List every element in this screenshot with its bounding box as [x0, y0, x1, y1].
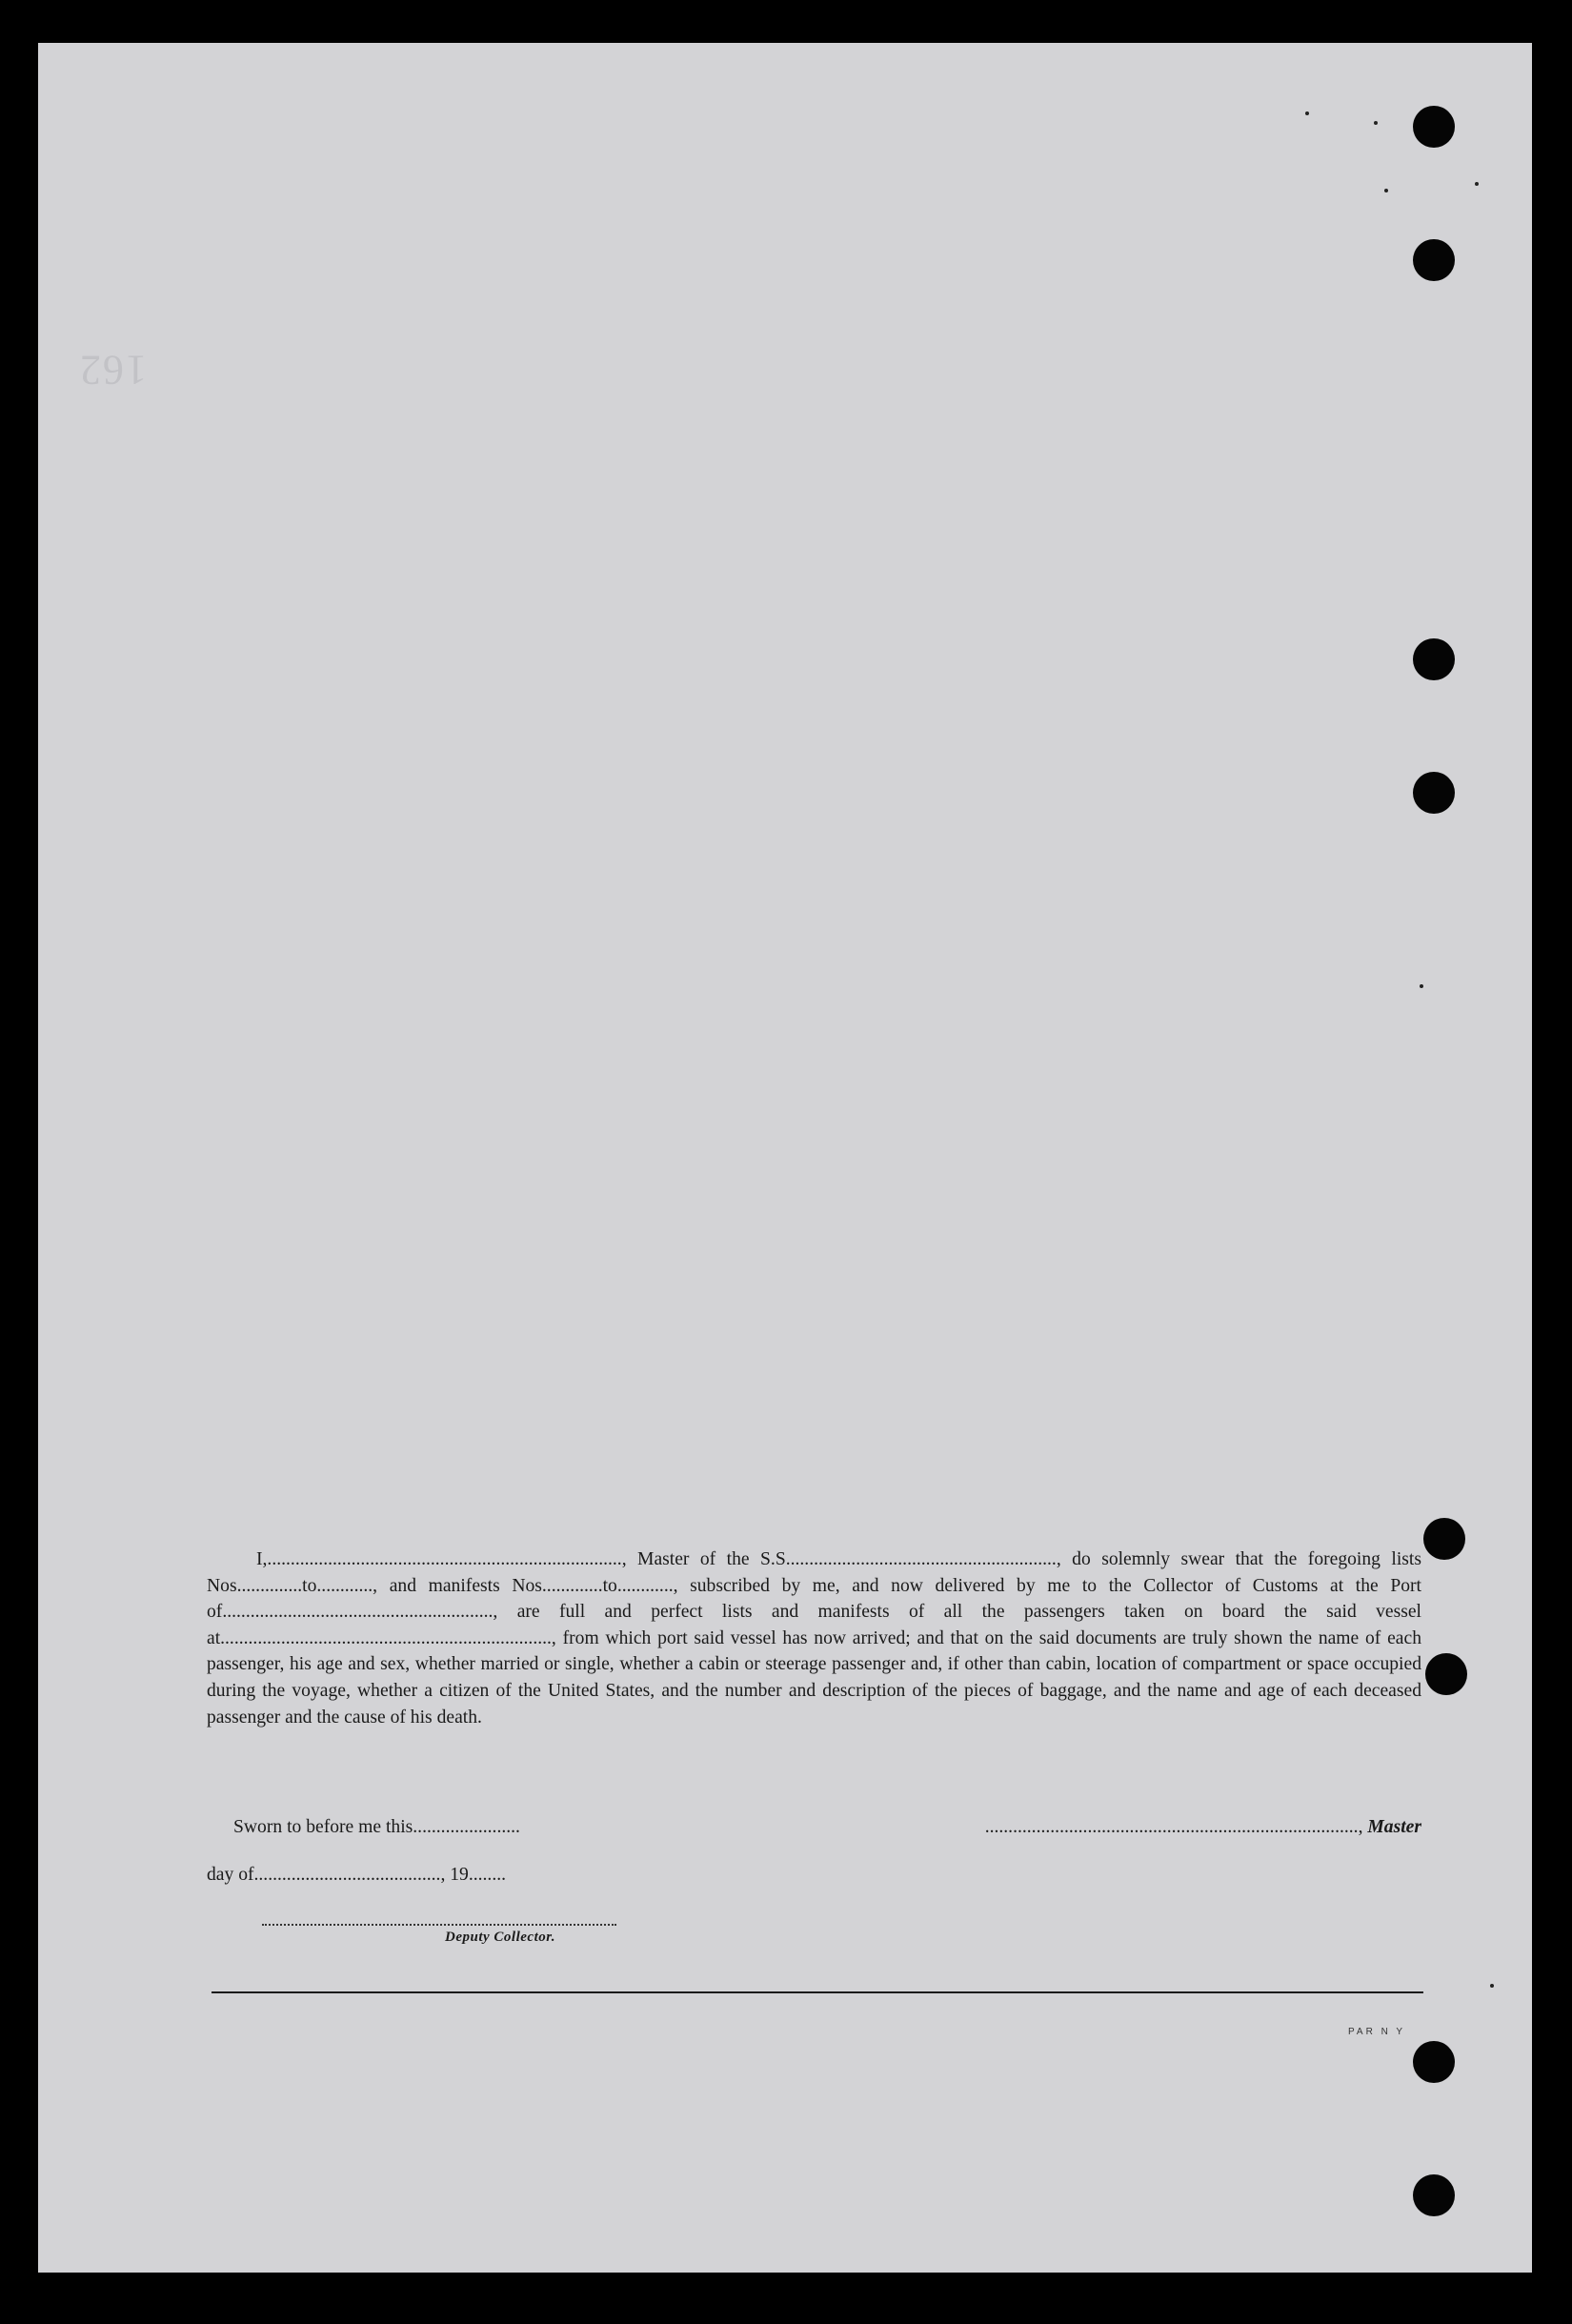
- bleed-through-page-number: 162: [78, 347, 147, 394]
- sworn-line: Sworn to before me this.......................: [233, 1817, 520, 1837]
- master-signature-line: [929, 1813, 1421, 1842]
- oath-text: I,............................................................................, Master of the S.S.........................................................., do solemnly swear that the foregoing lists Nos..............to............, and manifests Nos.............to............, subscribed by me, and now delivered by me to the Collector of Customs at the Port of.........................................................., are full and perfect lists and manifests of all the passengers taken on board the said vessel at......................................................................., from which port said vessel has now arrived; and that on the said documents are truly shown the name of each passenger, his age and sex, whether married or single, whether a cabin or steerage passenger and, if other than cabin, location of compartment or space occupied during the voyage, whether a citizen of the United States, and the number and description of the pieces of baggage, and the name and age of each deceased passenger and the cause of his death.: [207, 1549, 1421, 1728]
- speck: [1384, 189, 1388, 192]
- master-dots: ................................................................................,: [984, 1817, 1363, 1837]
- punch-hole: [1425, 1653, 1467, 1695]
- speck: [1374, 121, 1378, 125]
- punch-hole: [1413, 239, 1455, 281]
- master-label: Master: [1367, 1817, 1421, 1837]
- speck: [1305, 111, 1309, 115]
- printer-mark: PAR N Y: [1348, 2027, 1406, 2037]
- bottom-rule: [212, 1991, 1423, 1993]
- speck: [1420, 984, 1423, 988]
- deputy-signature-line: [262, 1914, 616, 1926]
- speck: [1475, 182, 1479, 186]
- punch-hole: [1413, 772, 1455, 814]
- deputy-collector-label: Deputy Collector.: [445, 1930, 555, 1945]
- punch-hole: [1413, 2174, 1455, 2216]
- speck: [1490, 1984, 1494, 1988]
- punch-hole: [1413, 106, 1455, 148]
- punch-hole: [1413, 2041, 1455, 2083]
- document-page: [38, 43, 1532, 2273]
- punch-hole: [1423, 1518, 1465, 1560]
- deputy-signature-block: [207, 1813, 664, 1946]
- day-line: day of........................................, 19........: [207, 1865, 507, 1885]
- punch-hole: [1413, 638, 1455, 680]
- oath-paragraph: [207, 1546, 1421, 1730]
